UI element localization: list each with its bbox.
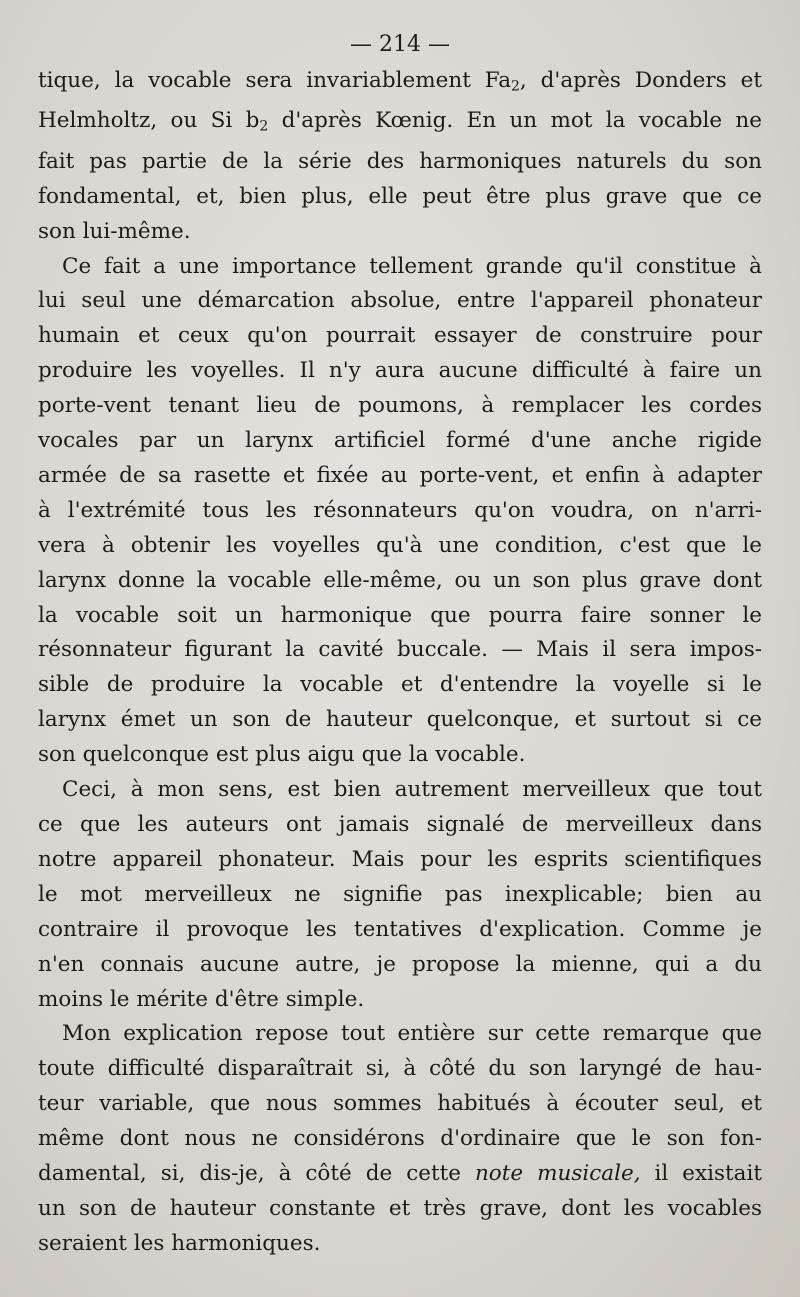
text-line: fait pas partie de la série des harmoniques naturels du son <box>38 148 762 174</box>
text-line: n'en connais aucune autre, je propose la mienne, qui a du <box>38 951 762 977</box>
text-line: seraient les harmoniques. <box>38 1230 321 1256</box>
text-line: même dont nous ne considérons d'ordinaire que le son fon- <box>38 1126 762 1152</box>
text-line: à l'extrémité tous les résonnateurs qu'on voudra, on n'arri- <box>38 497 762 523</box>
text-line: porte-vent tenant lieu de poumons, à remplacer les cordes <box>38 393 762 419</box>
paragraph-2 <box>38 250 762 774</box>
text-line: ce que les auteurs ont jamais signalé de merveilleux dans <box>38 812 762 837</box>
text-line: la vocable soit un harmonique que pourra faire sonner le <box>38 602 762 628</box>
text-line: larynx émet un son de hauteur quelconque, et surtout si ce <box>38 707 762 733</box>
text-line: Ce fait a une importance tellement grande qu'il constitue à <box>62 253 762 279</box>
text-line: Mon explication repose tout entière sur cette remarque que <box>62 1021 762 1047</box>
page-number: — 214 — <box>350 32 450 57</box>
text-line: vocales par un larynx artificiel formé d'une anche rigide <box>38 428 762 454</box>
text-line: résonnateur figurant la cavité buccale. — Mais il sera impos- <box>38 637 762 663</box>
body-text <box>38 64 762 1262</box>
text-line: son lui-même. <box>38 218 191 244</box>
text-line: sible de produire la vocable et d'entendre la voyelle si le <box>38 672 762 698</box>
text-line: armée de sa rasette et fixée au porte-vent, et enfin à adapter <box>38 462 762 488</box>
text-line: toute difficulté disparaîtrait si, à côté du son laryngé de hau- <box>38 1056 762 1082</box>
text-line: vera à obtenir les voyelles qu'à une condition, c'est que le <box>38 532 762 558</box>
text-line: le mot merveilleux ne signifie pas inexplicable; bien au <box>38 881 762 907</box>
paragraph-3 <box>38 773 762 1017</box>
paragraph-4 <box>38 1017 762 1261</box>
text-line: lui seul une démarcation absolue, entre l'appareil phonateur <box>38 288 762 314</box>
text-line: damental, si, dis-je, à côté de cette note musicale, il existait <box>38 1161 763 1187</box>
text-line: larynx donne la vocable elle-même, ou un son plus grave dont <box>38 567 762 593</box>
text-line: produire les voyelles. Il n'y aura aucune difficulté à faire un <box>38 358 762 384</box>
text-line: notre appareil phonateur. Mais pour les esprits scientifiques <box>38 846 762 872</box>
text-line: moins le mérite d'être simple. <box>38 986 365 1012</box>
text-line: son quelconque est plus aigu que la vocable. <box>38 742 526 768</box>
text-line: humain et ceux qu'on pourrait essayer de construire pour <box>38 323 762 349</box>
text-line: Helmholtz, ou Si $b_2$ d'après Kœnig. En un mot la vocable ne <box>38 108 763 135</box>
text-line: tique, la vocable sera invariablement $Fa_2$, d'après Donders et <box>38 68 762 95</box>
text-line: fondamental, et, bien plus, elle peut être plus grave que ce <box>38 183 762 209</box>
text-line: contraire il provoque les tentatives d'explication. Comme je <box>38 916 762 942</box>
text-line: teur variable, que nous sommes habitués à écouter seul, et <box>38 1091 762 1117</box>
text-line: Ceci, à mon sens, est bien autrement merveilleux que tout <box>62 777 762 803</box>
text-line: un son de hauteur constante et très grave, dont les vocables <box>38 1195 762 1221</box>
paragraph-1 <box>38 64 762 250</box>
emphasis: note musicale, <box>474 1161 641 1187</box>
